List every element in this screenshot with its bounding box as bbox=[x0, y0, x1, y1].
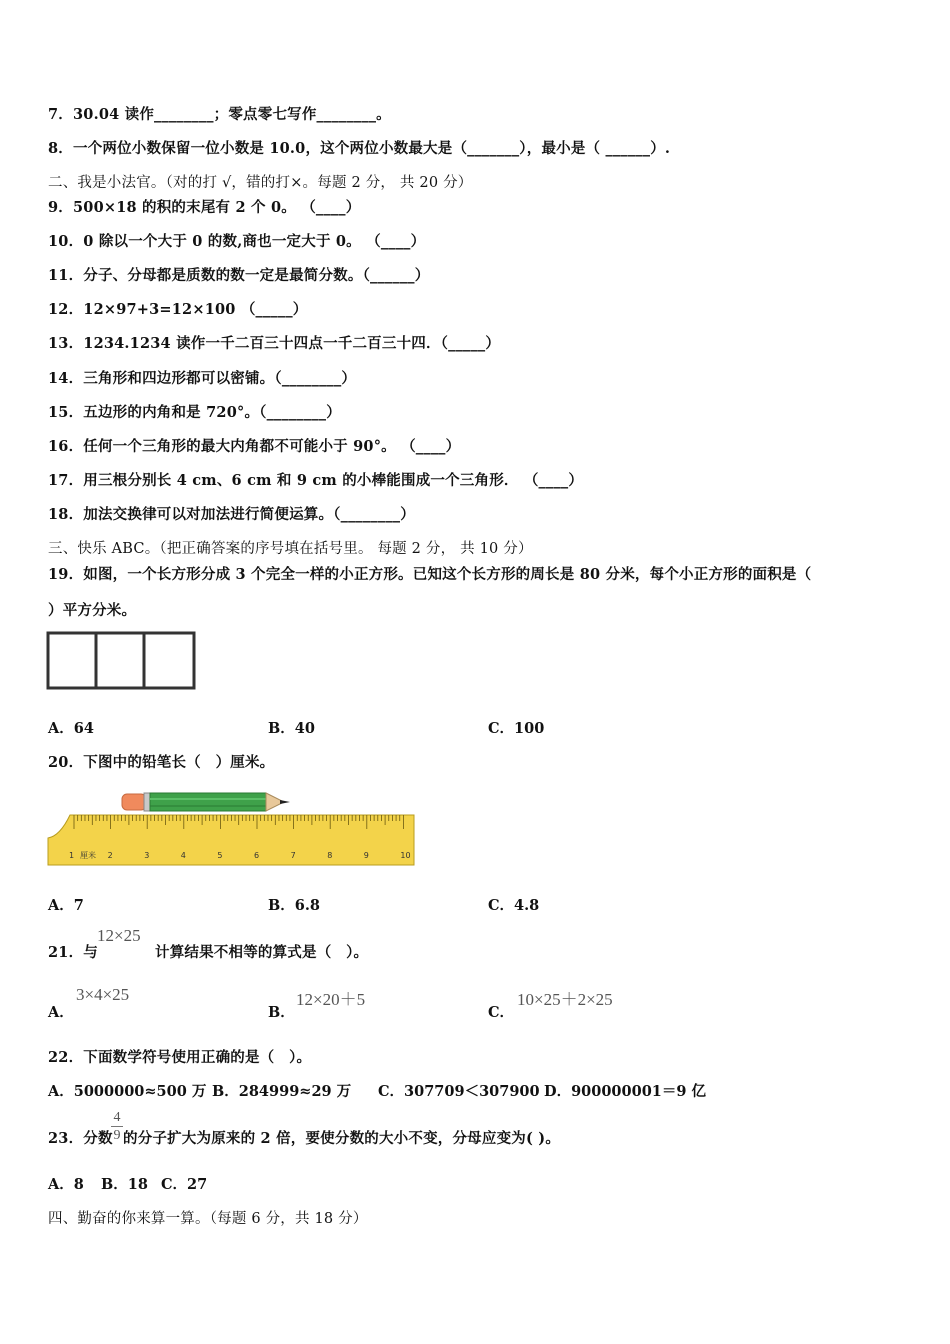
ruler-tick-label: 7 bbox=[290, 851, 296, 860]
q19-option-c[interactable]: C．100 bbox=[488, 720, 545, 737]
question-22: 22．下面数学符号使用正确的是（ ）。 bbox=[48, 1049, 312, 1066]
question-8: 8．一个两位小数保留一位小数是 10.0，这个两位小数最大是（_______），最小是（ ______）. bbox=[48, 140, 671, 157]
q21-option-b-label[interactable]: B． bbox=[268, 1004, 295, 1021]
ruler-tick-label: 4 bbox=[180, 851, 186, 860]
q22-option-b[interactable]: B．284999≈29 万 bbox=[212, 1083, 352, 1100]
question-17: 17．用三根分别长 4 cm、6 cm 和 9 cm 的小棒能围成一个三角形． （____） bbox=[48, 472, 584, 489]
question-20: 20．下图中的铅笔长（ ）厘米。 bbox=[48, 754, 275, 771]
q23-fraction-denominator: 9 bbox=[113, 1128, 121, 1143]
q23-option-c[interactable]: C．27 bbox=[161, 1176, 208, 1193]
q22-option-a[interactable]: A．5000000≈500 万 bbox=[48, 1083, 207, 1100]
question-23-prefix: 23．分数 bbox=[48, 1130, 113, 1147]
ruler-tick-label: 5 bbox=[217, 851, 223, 860]
q23-option-a[interactable]: A．8 bbox=[48, 1176, 84, 1193]
q19-option-a[interactable]: A．64 bbox=[48, 720, 94, 737]
question-19-line-1: 19．如图，一个长方形分成 3 个完全一样的小正方形。已知这个长方形的周长是 80 分米，每个小正方形的面积是（ bbox=[48, 566, 812, 583]
question-18: 18．加法交换律可以对加法进行简便运算。（________） bbox=[48, 506, 415, 523]
ruler-tick-label: 2 bbox=[107, 851, 113, 860]
q21-option-a-label[interactable]: A． bbox=[48, 1004, 74, 1021]
section-2-heading: 二、我是小法官。（对的打 √，错的打×。每题 2 分， 共 20 分） bbox=[48, 175, 473, 191]
pencil bbox=[122, 793, 290, 811]
question-7: 7．30.04 读作________；零点零七写作________。 bbox=[48, 106, 391, 123]
q23-option-b[interactable]: B．18 bbox=[101, 1176, 148, 1193]
q22-option-d[interactable]: D．900000001＝9 亿 bbox=[544, 1083, 707, 1100]
ruler-body bbox=[48, 815, 414, 865]
question-12: 12．12×97+3=12×100 （_____） bbox=[48, 301, 308, 318]
pencil-ruler-figure bbox=[44, 788, 419, 870]
q21-option-c-expr: 10×25＋2×25 bbox=[517, 990, 613, 1009]
three-squares-figure bbox=[46, 631, 198, 691]
q19-option-b[interactable]: B．40 bbox=[268, 720, 315, 737]
question-19-line-2: ）平方分米。 bbox=[48, 602, 137, 619]
question-13: 13．1234.1234 读作一千二百三十四点一千二百三十四．（_____） bbox=[48, 335, 501, 352]
section-3-heading: 三、快乐 ABC。（把正确答案的序号填在括号里。 每题 2 分， 共 10 分） bbox=[48, 541, 533, 557]
question-15: 15．五边形的内角和是 720°。（________） bbox=[48, 404, 341, 421]
ruler-tick-label: 10 bbox=[400, 851, 411, 860]
question-11: 11．分子、分母都是质数的数一定是最简分数。（______） bbox=[48, 267, 430, 284]
q23-fraction-numerator: 4 bbox=[113, 1110, 121, 1125]
q21-option-c-label[interactable]: C． bbox=[488, 1004, 515, 1021]
question-10: 10．0 除以一个大于 0 的数,商也一定大于 0。 （____） bbox=[48, 233, 426, 250]
q23-fraction bbox=[111, 1110, 123, 1143]
ruler-tick-label: 1 bbox=[69, 851, 75, 860]
ruler-tick-label: 9 bbox=[363, 851, 369, 860]
q20-option-c[interactable]: C．4.8 bbox=[488, 897, 540, 914]
ruler-unit-label: 厘米 bbox=[80, 851, 96, 860]
question-14: 14．三角形和四边形都可以密铺。（________） bbox=[48, 370, 357, 387]
question-16: 16．任何一个三角形的最大内角都不可能小于 90°。 （____） bbox=[48, 438, 461, 455]
q20-option-a[interactable]: A．7 bbox=[48, 897, 84, 914]
question-23-suffix: 的分子扩大为原来的 2 倍，要使分数的大小不变，分母应变为( )。 bbox=[123, 1130, 561, 1147]
q21-option-b-expr: 12×20＋5 bbox=[296, 990, 366, 1009]
question-9: 9．500×18 的积的末尾有 2 个 0。 （____） bbox=[48, 199, 361, 216]
q20-option-b[interactable]: B．6.8 bbox=[268, 897, 320, 914]
q22-option-c[interactable]: C．307709＜307900 bbox=[378, 1083, 540, 1100]
question-21-suffix: 计算结果不相等的算式是（ ）。 bbox=[155, 944, 369, 961]
question-21-prefix: 21．与 bbox=[48, 944, 98, 961]
ruler-tick-label: 8 bbox=[327, 851, 333, 860]
q21-option-a-expr: 3×4×25 bbox=[76, 985, 130, 1004]
ruler-tick-label: 3 bbox=[144, 851, 150, 860]
ruler-tick-label: 6 bbox=[254, 851, 260, 860]
section-4-heading: 四、勤奋的你来算一算。（每题 6 分，共 18 分） bbox=[48, 1211, 368, 1227]
q21-expression: 12×25 bbox=[97, 926, 141, 945]
